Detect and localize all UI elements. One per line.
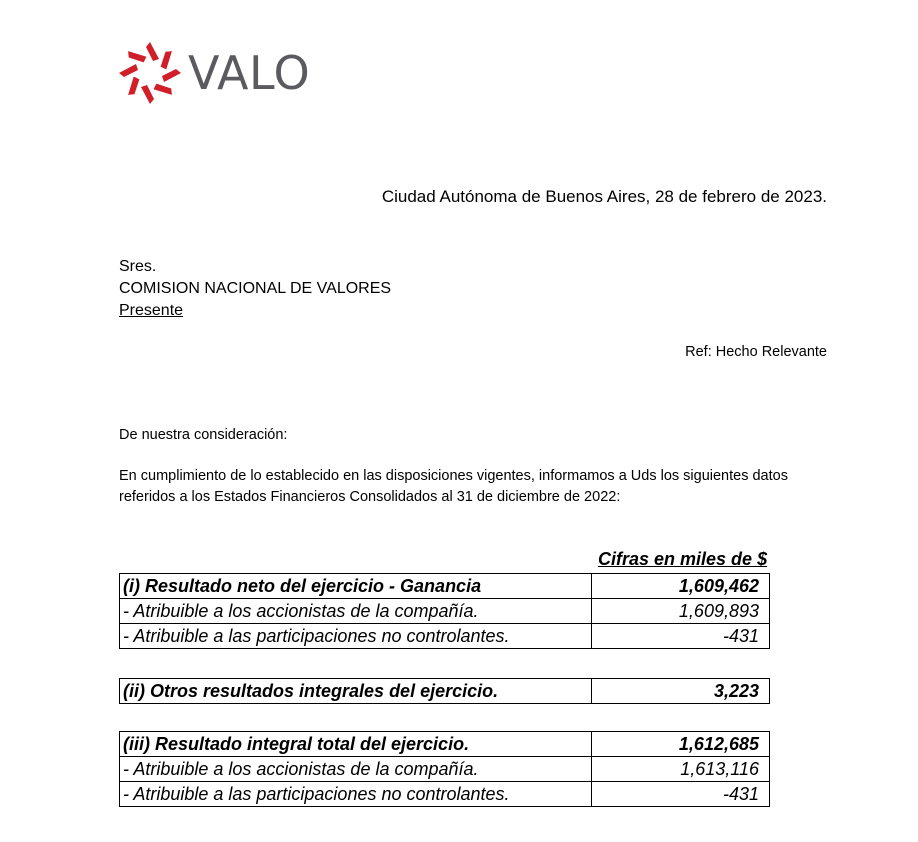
row-value: 1,609,893 xyxy=(592,599,770,624)
row-value: 1,613,116 xyxy=(592,757,770,782)
row-value: 1,609,462 xyxy=(592,574,770,599)
table-row xyxy=(120,679,770,704)
row-label: - Atribuible a los accionistas de la compañía. xyxy=(120,757,592,782)
row-label: (i) Resultado neto del ejercicio - Ganancia xyxy=(120,574,592,599)
row-value: 1,612,685 xyxy=(592,732,770,757)
row-label: (ii) Otros resultados integrales del ejercicio. xyxy=(120,679,592,704)
table-row xyxy=(120,624,770,649)
reference-line: Ref: Hecho Relevante xyxy=(685,344,827,360)
table-row xyxy=(120,732,770,757)
greeting: De nuestra consideración: xyxy=(119,427,288,443)
address-block xyxy=(119,256,391,322)
row-label: - Atribuible a los accionistas de la compañía. xyxy=(120,599,592,624)
salutation: Sres. xyxy=(119,258,157,275)
table-row xyxy=(120,599,770,624)
table-row xyxy=(120,757,770,782)
row-label: (iii) Resultado integral total del ejercicio. xyxy=(120,732,592,757)
total-result-table xyxy=(119,731,770,807)
other-results-table xyxy=(119,678,770,704)
valo-sunburst-icon xyxy=(118,41,182,105)
date-line: Ciudad Autónoma de Buenos Aires, 28 de febrero de 2023. xyxy=(381,187,827,206)
table-row xyxy=(120,782,770,807)
recipient: COMISION NACIONAL DE VALORES xyxy=(119,280,392,297)
presente: Presente xyxy=(119,302,184,319)
row-label: - Atribuible a las participaciones no controlantes. xyxy=(120,624,592,649)
net-result-table xyxy=(119,573,770,649)
column-header: Cifras en miles de $ xyxy=(598,549,768,569)
logo-wordmark: VALO xyxy=(188,46,311,100)
row-value: 3,223 xyxy=(592,679,770,704)
row-value: -431 xyxy=(592,624,770,649)
table-row xyxy=(120,574,770,599)
row-value: -431 xyxy=(592,782,770,807)
body-paragraph: En cumplimiento de lo establecido en las disposiciones vigentes, informamos a Uds los siguientes datos referidos a los Estados Financieros Consolidados al 31 de diciembre de 2022: xyxy=(119,468,788,505)
row-label: - Atribuible a las participaciones no controlantes. xyxy=(120,782,592,807)
valo-logo xyxy=(118,40,310,106)
